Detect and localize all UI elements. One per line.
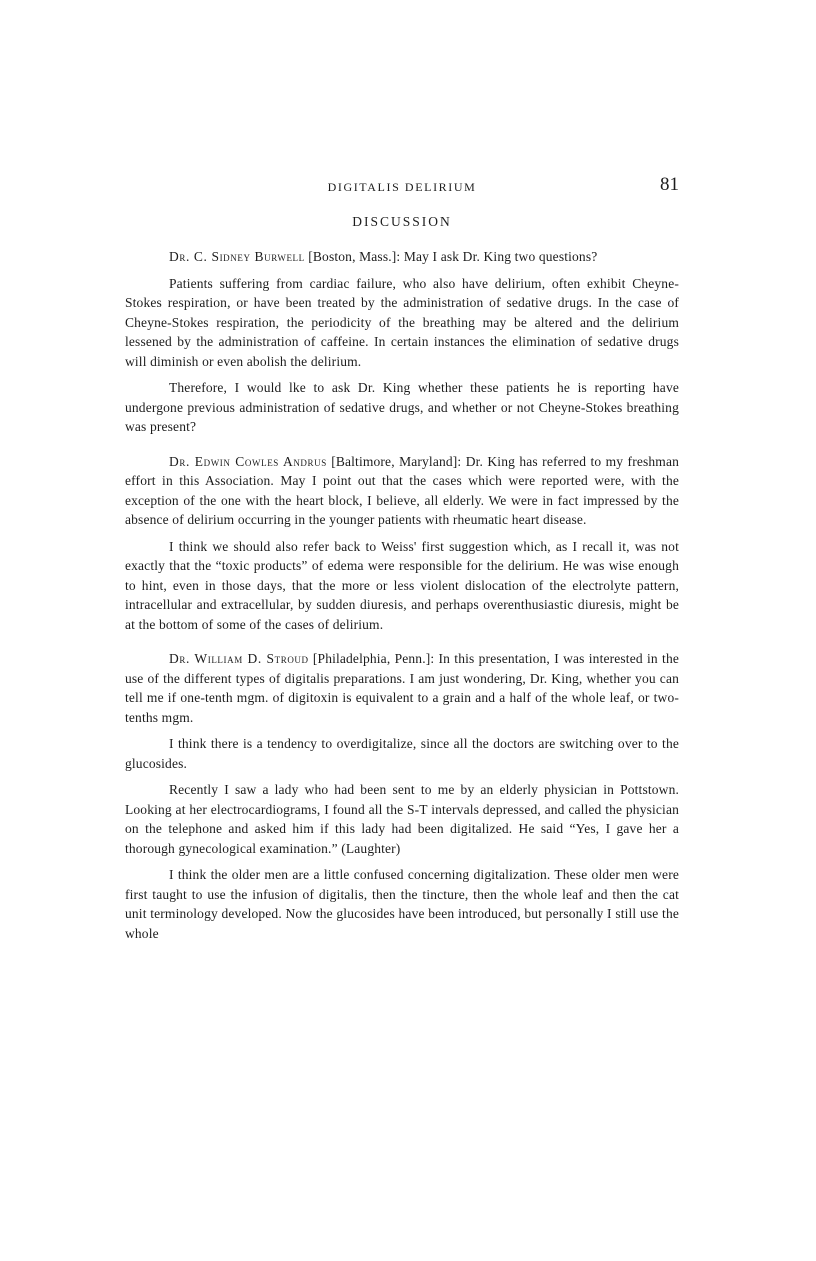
- paragraph-text: [Philadelphia, Penn.]: In this presentation, I was interested in the use of the different types of digitalis preparations. I am just wondering, Dr. King, whether you can tell me if one-tenth mgm. of digitoxin is equivalent to a grain and a half of the whole leaf, or two-tenths mgm.: [125, 651, 679, 725]
- running-title: DIGITALIS DELIRIUM: [327, 180, 477, 194]
- paragraph: I think the older men are a little confused concerning digitalization. These older men were first taught to use the infusion of digitalis, then the tincture, then the whole leaf and then the cat unit terminology developed. Now the glucosides have been introduced, but personally I still use the whole: [125, 867, 679, 941]
- speaker-name: Dr. C. Sidney Burwell: [169, 249, 305, 264]
- paragraph: I think we should also refer back to Weiss' first suggestion which, as I recall it, was not exactly that the “toxic products” of edema were responsible for the delirium. He was wise enough to hint, even in those days, that the more or less violent dislocation of the electrolyte pattern, intracellular and extracellular, by sudden diuresis, and perhaps overenthusiastic diuresis, might be at the bottom of some of the cases of delirium.: [125, 538, 679, 632]
- document-page: [125, 172, 679, 943]
- paragraph-stroud-intro: [125, 649, 679, 727]
- paragraph-andrus-intro: [125, 452, 679, 530]
- paragraph: Recently I saw a lady who had been sent to me by an elderly physician in Pottstown. Looking at her electrocardiograms, I found all the S-T intervals depressed, and called the physician on the telephone and asked him if this lady had been digitalized. He said “Yes, I gave her a thorough gynecological examination.” (Laughter): [125, 782, 679, 856]
- paragraph: I think there is a tendency to overdigitalize, since all the doctors are switching over to the glucosides.: [125, 736, 679, 771]
- page-number: 81: [660, 174, 679, 195]
- paragraph-text: [Baltimore, Maryland]: Dr. King has referred to my freshman effort in this Association. May I point out that the cases which were reported were, with the exception of the one with the heart block, I believe, all elderly. We were in fact impressed by the absence of delirium occurring in the younger patients with rheumatic heart disease.: [125, 453, 679, 527]
- paragraph-burwell-intro: [125, 247, 679, 267]
- paragraph: Patients suffering from cardiac failure, who also have delirium, often exhibit Cheyne-Stokes respiration, or have been treated by the administration of sedative drugs. In the case of Cheyne-Stokes respiration, the periodicity of the breathing may be altered and the delirium lessened by the administration of caffeine. In certain instances the elimination of sedative drugs will diminish or even abolish the delirium.: [125, 275, 679, 369]
- paragraph: Therefore, I would lke to ask Dr. King whether these patients he is reporting have undergone previous administration of sedative drugs, and whether or not Cheyne-Stokes breathing was present?: [125, 380, 679, 434]
- running-header: [125, 172, 679, 202]
- section-title: DISCUSSION: [352, 214, 452, 229]
- speaker-name: Dr. William D. Stroud: [169, 651, 309, 666]
- speaker-name: Dr. Edwin Cowles Andrus: [169, 453, 327, 469]
- paragraph-text: [Boston, Mass.]: May I ask Dr. King two questions?: [304, 249, 598, 264]
